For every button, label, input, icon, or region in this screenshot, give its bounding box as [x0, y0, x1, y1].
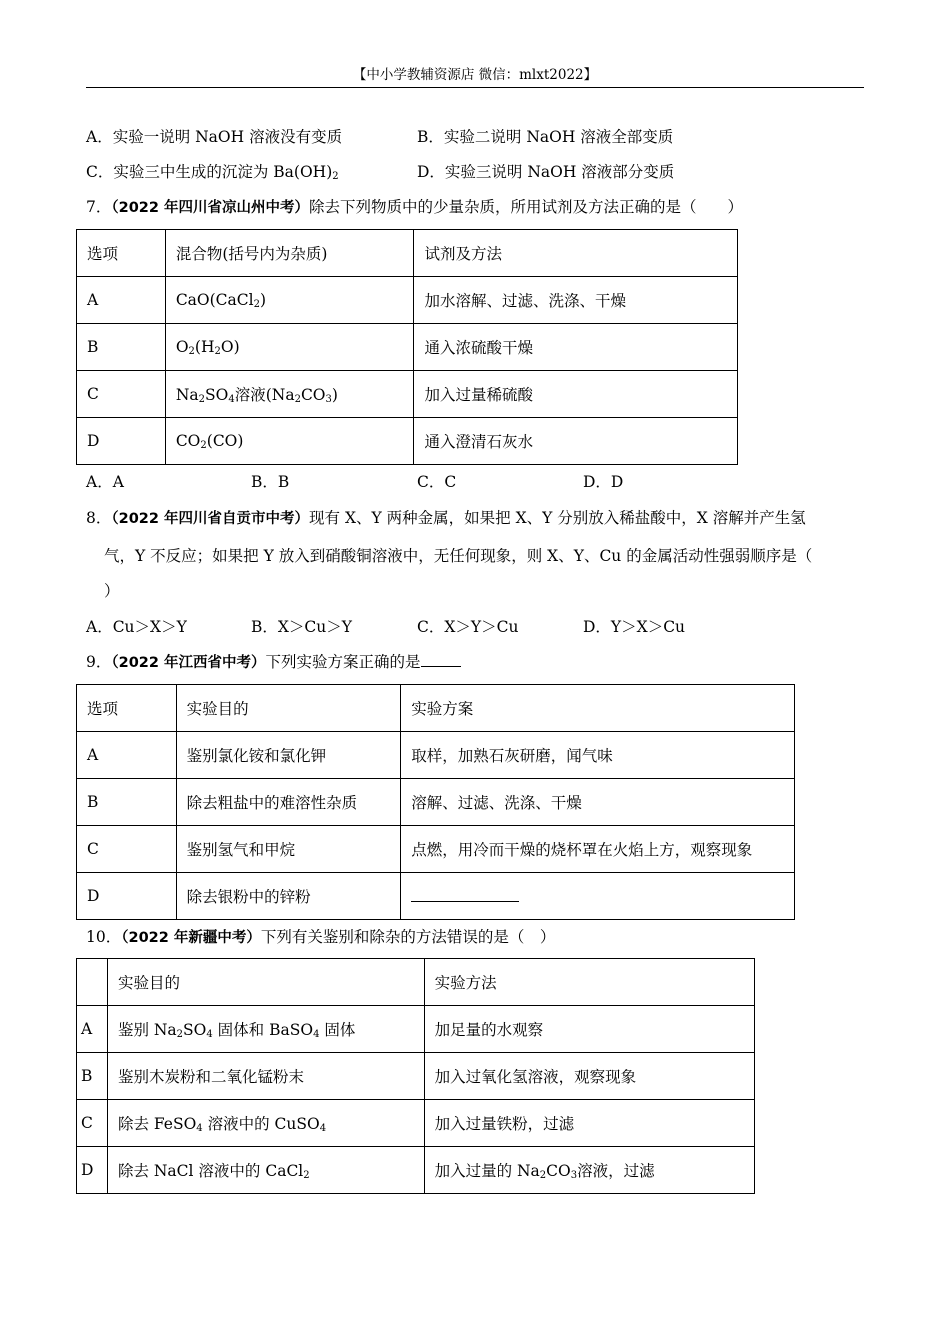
purpose-cell: 除去银粉中的锌粉 [176, 873, 401, 920]
table-row [77, 277, 738, 324]
option-cell: D [77, 1147, 108, 1194]
table-row [77, 826, 795, 873]
mixture-cell: $Na_2SO_4$溶液$(Na_2CO_3)$ [165, 371, 414, 418]
table-row [77, 418, 738, 465]
table-row [77, 1006, 755, 1053]
q10-table [76, 958, 755, 1194]
table-row [77, 1100, 755, 1147]
q8-stem-line1: 8．（2022 年四川省自贡市中考）现有 X、Y 两种金属，如果把 X、Y 分别放入稀盐酸中，X 溶解并产生氢 [86, 509, 806, 527]
purpose-cell: 鉴别 $Na_2SO_4$ 固体和 BaSO$_4$ 固体 [107, 1006, 424, 1053]
q8-answer-c: C．X＞Y＞Cu [417, 618, 519, 636]
answer-blank[interactable] [421, 666, 461, 667]
q7-source: （2022 年四川省凉山州中考） [111, 200, 310, 216]
q6-option-c: C．实验三中生成的沉淀为 $Ba(OH)_2$ [86, 163, 339, 182]
method-cell: 通入澄清石灰水 [414, 418, 738, 465]
option-cell: A [77, 277, 166, 324]
table-header-row [77, 959, 755, 1006]
option-cell: C [77, 826, 177, 873]
option-cell: B [77, 324, 166, 371]
purpose-cell: 鉴别氢气和甲烷 [176, 826, 401, 873]
q10-stem: 10．（2022 年新疆中考）下列有关鉴别和除杂的方法错误的是（ ） [86, 928, 556, 946]
q6-option-a: A．实验一说明 NaOH 溶液没有变质 [86, 128, 343, 146]
answer-blank[interactable] [411, 887, 519, 902]
plan-cell: 取样，加熟石灰研磨，闻气味 [401, 732, 795, 779]
table-row [77, 779, 795, 826]
purpose-cell: 除去 NaCl 溶液中的 CaCl$_2$ [107, 1147, 424, 1194]
method-cell: 加水溶解、过滤、洗涤、干燥 [414, 277, 738, 324]
table-header-cell: 实验目的 [176, 685, 401, 732]
option-cell: C [77, 371, 166, 418]
q7-answer-c: C．C [417, 473, 457, 491]
method-cell: 加足量的水观察 [424, 1006, 754, 1053]
page-header: 【中小学教辅资源店 微信：mlxt2022】 [352, 67, 598, 83]
table-header-row [77, 685, 795, 732]
table-header-row [77, 230, 738, 277]
table-header-cell: 实验方案 [401, 685, 795, 732]
table-header-cell: 选项 [77, 230, 166, 277]
table-header-cell: 试剂及方法 [414, 230, 738, 277]
table-row [77, 732, 795, 779]
mixture-cell: $O_2(H_2O)$ [165, 324, 414, 371]
header-divider [86, 87, 864, 88]
table-header-cell: 实验方法 [424, 959, 754, 1006]
purpose-cell: 鉴别氯化铵和氯化钾 [176, 732, 401, 779]
q8-stem-line2: 气，Y 不反应；如果把 Y 放入到硝酸铜溶液中，无任何现象，则 X、Y、Cu 的金属活动性强弱顺序是（ [104, 547, 813, 565]
purpose-cell: 除去粗盐中的难溶性杂质 [176, 779, 401, 826]
method-cell: 加入过量的 $Na_2CO_3$溶液，过滤 [424, 1147, 754, 1194]
purpose-cell: 鉴别木炭粉和二氧化锰粉末 [107, 1053, 424, 1100]
table-header-cell: 选项 [77, 685, 177, 732]
table-row [77, 1147, 755, 1194]
plan-cell: 溶解、过滤、洗涤、干燥 [401, 779, 795, 826]
q8-answer-a: A．Cu＞X＞Y [86, 618, 187, 636]
q7-stem [86, 196, 743, 219]
plan-cell [401, 873, 795, 920]
q7-answer-a: A．A [86, 473, 124, 491]
q7-table [76, 229, 738, 465]
option-cell: B [77, 1053, 108, 1100]
q6-option-b: B．实验二说明 NaOH 溶液全部变质 [417, 128, 674, 146]
q7-answer-d: D．D [583, 473, 624, 491]
method-cell: 加入过氧化氢溶液，观察现象 [424, 1053, 754, 1100]
q7-answer-b: B．B [251, 473, 290, 491]
method-cell: 加入过量铁粉，过滤 [424, 1100, 754, 1147]
q9-stem: 9．（2022 年江西省中考）下列实验方案正确的是 [86, 651, 461, 674]
table-row [77, 371, 738, 418]
option-cell: A [77, 732, 177, 779]
plan-cell: 点燃，用冷而干燥的烧杯罩在火焰上方，观察现象 [401, 826, 795, 873]
table-row [77, 1053, 755, 1100]
table-row [77, 873, 795, 920]
method-cell: 通入浓硫酸干燥 [414, 324, 738, 371]
q7-text: 除去下列物质中的少量杂质，所用试剂及方法正确的是（ ） [309, 198, 744, 216]
option-cell: C [77, 1100, 108, 1147]
purpose-cell: 除去 FeSO$_4$ 溶液中的 CuSO$_4$ [107, 1100, 424, 1147]
q10-source: （2022 年新疆中考） [121, 930, 261, 946]
table-header-cell [77, 959, 108, 1006]
option-cell: D [77, 418, 166, 465]
q6-option-d: D．实验三说明 NaOH 溶液部分变质 [417, 163, 675, 181]
option-cell: B [77, 779, 177, 826]
method-cell: 加入过量稀硫酸 [414, 371, 738, 418]
q10-number: 10． [86, 928, 122, 946]
option-cell: D [77, 873, 177, 920]
q8-answer-d: D．Y＞X＞Cu [583, 618, 686, 636]
q9-number: 9． [86, 653, 112, 671]
mixture-cell: $CO_2(CO)$ [165, 418, 414, 465]
table-header-cell: 实验目的 [107, 959, 424, 1006]
q8-source: （2022 年四川省自贡市中考） [111, 511, 310, 527]
q7-number: 7． [86, 198, 112, 216]
q9-table [76, 684, 795, 920]
option-cell: A [77, 1006, 108, 1053]
table-header-cell: 混合物(括号内为杂质) [165, 230, 414, 277]
q8-answer-b: B．X＞Cu＞Y [251, 618, 352, 636]
table-row [77, 324, 738, 371]
q8-number: 8． [86, 509, 112, 527]
q8-stem-line3: ） [104, 582, 120, 600]
q9-source: （2022 年江西省中考） [111, 655, 266, 671]
mixture-cell: CaO(CaCl$_2$) [165, 277, 414, 324]
